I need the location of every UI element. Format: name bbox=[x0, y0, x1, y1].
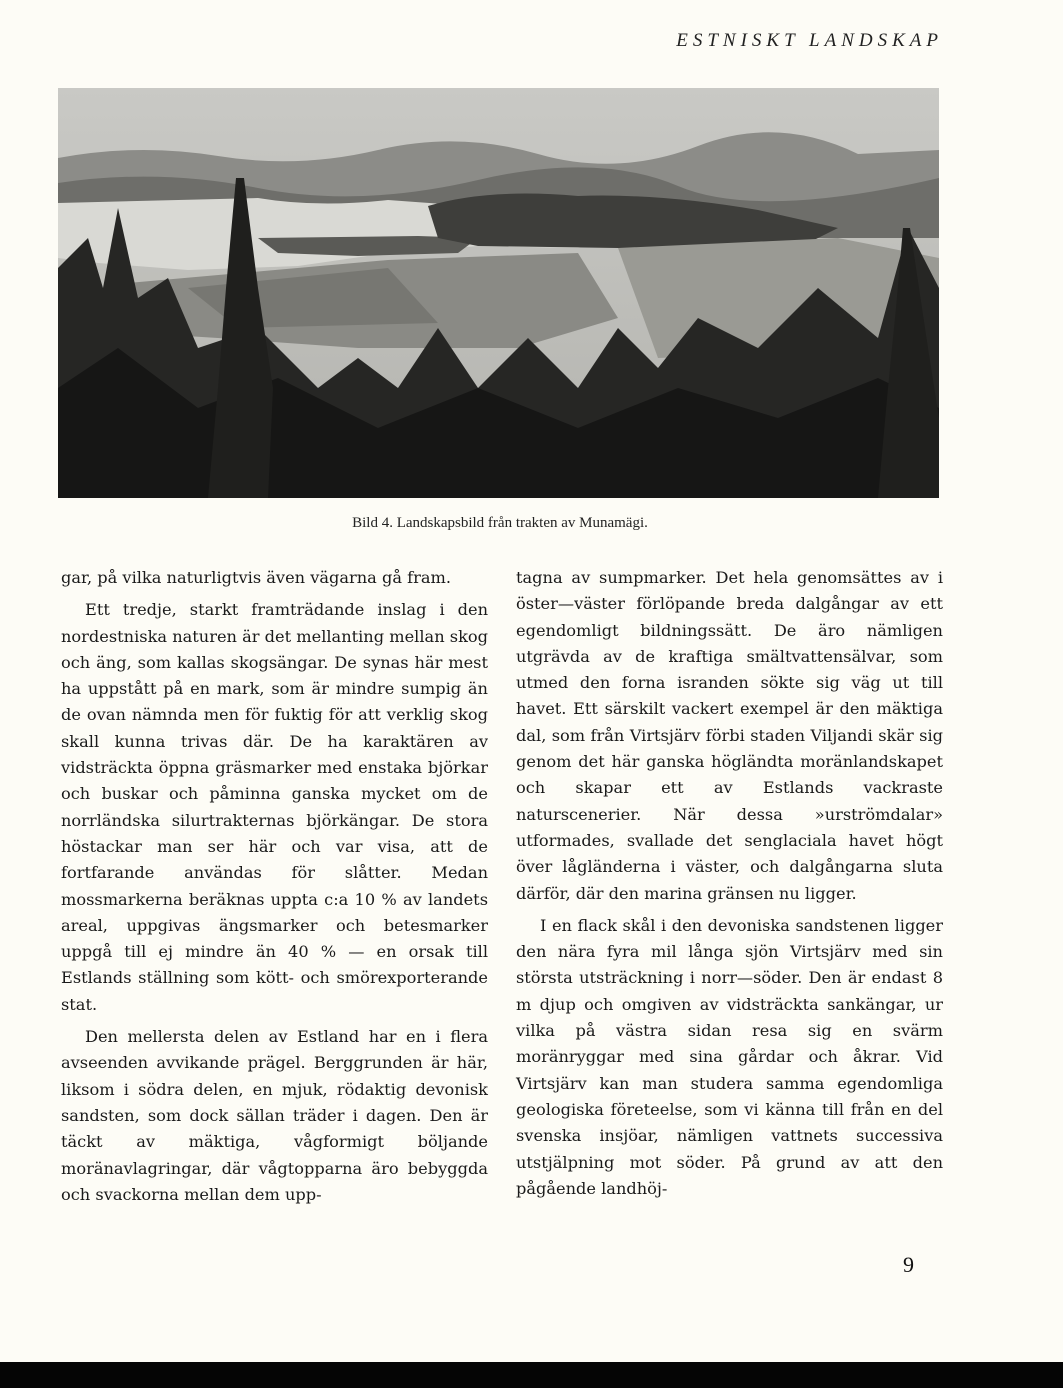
right-text-column bbox=[516, 565, 943, 1202]
paragraph: tagna av sumpmarker. Det hela genomsättes av i öster—väster förlöpande breda dalgångar av ett egendomligt bildningssätt. De äro nämligen utgrävda av de kraftiga smältvattensälvar, som utmed den forna isranden sökte sig väg ut till havet. Ett särskilt vackert exempel är den mäktiga dal, som från Virtsjärv förbi staden Viljandi skär sig genom det här ganska högländta moränlandskapet och skapar ett av Estlands vackraste naturscenerier. När dessa »urströmdalar» utformades, svallade det senglaciala havet högt över lågländerna i väster, och dalgångarna sluta därför, där den marina gränsen nu ligger. bbox=[516, 568, 943, 903]
figure-caption-text: Bild 4. Landskapsbild från trakten av Munamägi. bbox=[352, 515, 648, 531]
landscape-photo bbox=[58, 88, 939, 498]
running-head: ESTNISKT LANDSKAP bbox=[676, 30, 943, 51]
page-number: 9 bbox=[903, 1252, 914, 1277]
paragraph: gar, på vilka naturligtvis även vägarna gå fram. bbox=[61, 568, 452, 587]
landscape-photo-graphic bbox=[58, 88, 939, 498]
paragraph: Ett tredje, starkt framträdande inslag i den nordestniska naturen är det mellanting mellan skog och äng, som kallas skogsängar. De synas här mest ha uppstått på en mark, som är mindre sumpig än de ovan nämnda men för fuktig för att verklig skog skall kunna trivas där. De ha karaktären av vidsträckta öppna gräsmarker med enstaka björkar och buskar och påminna ganska mycket om de norrländska silurtrakternas björkängar. De stora höstackar man ser här och var visa, att de fortfarande användas för slåtter. Medan mossmarkerna beräknas uppta c:a 10 % av landets areal, uppgivas ängsmarker och betesmarker uppgå till ej mindre än 40 % — en orsak till Estlands ställning som kött- och smörexporterande stat. bbox=[61, 600, 488, 1014]
scan-border bbox=[0, 1362, 1063, 1388]
paragraph: I en flack skål i den devoniska sandstenen ligger den nära fyra mil långa sjön Virtsjärv med sin största utsträckning i norr—söder. Den är endast 8 m djup och omgiven av vidsträckta sankängar, ur vilka på västra sidan resa sig en svärm moränryggar med sina gårdar och åkrar. Vid Virtsjärv kan man studera samma egendomliga geologiska företeelse, som vi känna till från en del svenska insjöar, nämligen vattnets successiva utstjälpning mot söder. På grund av att den pågående landhöj- bbox=[516, 915, 943, 1198]
left-text-column bbox=[61, 565, 488, 1208]
figure-caption bbox=[0, 515, 1000, 532]
paragraph: Den mellersta delen av Estland har en i flera avseenden avvikande prägel. Berggrunden är här, liksom i södra delen, en mjuk, rödaktig devonisk sandsten, som dock sällan träder i dagen. Den är täckt av mäktiga, vågformigt böljande moränavlagringar, där vågtopparna äro bebyggda och svackorna mellan dem upp- bbox=[61, 1027, 488, 1204]
